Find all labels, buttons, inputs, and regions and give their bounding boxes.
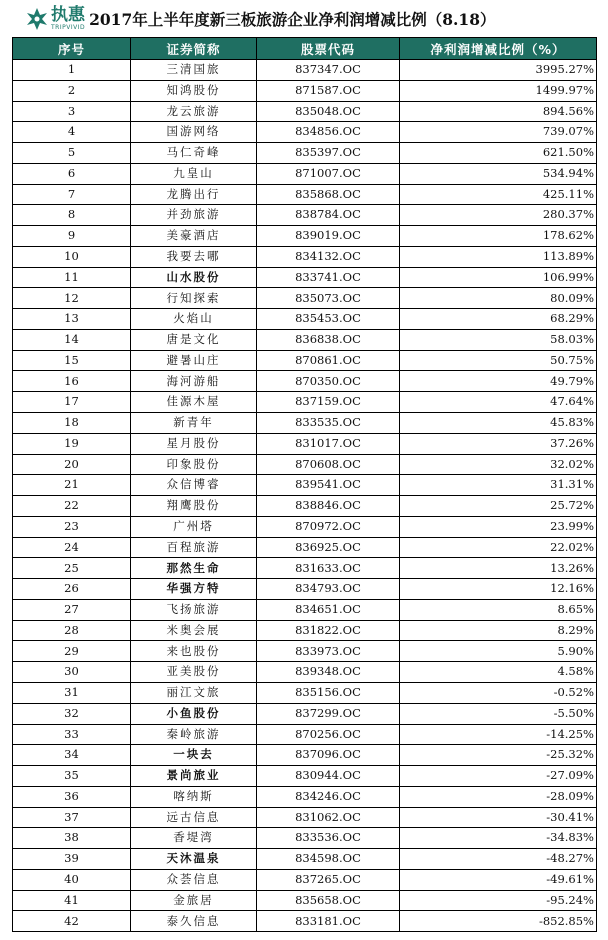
cell-code: 833535.OC — [257, 413, 400, 434]
table-row — [13, 890, 597, 911]
cell-name: 香堤湾 — [131, 828, 257, 849]
cell-ratio: -95.24% — [400, 890, 597, 911]
table-row — [13, 599, 597, 620]
cell-name: 华强方特 — [131, 579, 257, 600]
cell-seq: 28 — [13, 620, 131, 641]
cell-ratio: 8.29% — [400, 620, 597, 641]
cell-ratio: 8.65% — [400, 599, 597, 620]
cell-code: 835397.OC — [257, 143, 400, 164]
cell-seq: 35 — [13, 766, 131, 787]
cell-ratio: -852.85% — [400, 911, 597, 932]
cell-ratio: -48.27% — [400, 849, 597, 870]
cell-code: 871007.OC — [257, 163, 400, 184]
cell-ratio: 22.02% — [400, 537, 597, 558]
cell-ratio: 13.26% — [400, 558, 597, 579]
cell-name: 一块去 — [131, 745, 257, 766]
cell-seq: 14 — [13, 329, 131, 350]
cell-ratio: -30.41% — [400, 807, 597, 828]
cell-name: 并劲旅游 — [131, 205, 257, 226]
cell-seq: 2 — [13, 80, 131, 101]
cell-seq: 27 — [13, 599, 131, 620]
cell-ratio: 49.79% — [400, 371, 597, 392]
cell-code: 835453.OC — [257, 309, 400, 330]
cell-seq: 33 — [13, 724, 131, 745]
cell-name: 龙腾出行 — [131, 184, 257, 205]
cell-name: 行知探索 — [131, 288, 257, 309]
cell-code: 830944.OC — [257, 766, 400, 787]
cell-seq: 41 — [13, 890, 131, 911]
page-header — [0, 0, 608, 37]
cell-code: 839541.OC — [257, 475, 400, 496]
table-row — [13, 205, 597, 226]
cell-code: 870608.OC — [257, 454, 400, 475]
cell-seq: 40 — [13, 869, 131, 890]
table-row — [13, 766, 597, 787]
cell-code: 837299.OC — [257, 703, 400, 724]
cell-name: 广州塔 — [131, 516, 257, 537]
cell-seq: 9 — [13, 226, 131, 247]
cell-name: 龙云旅游 — [131, 101, 257, 122]
cell-code: 834246.OC — [257, 786, 400, 807]
table-row — [13, 143, 597, 164]
cell-seq: 22 — [13, 496, 131, 517]
cell-name: 景尚旅业 — [131, 766, 257, 787]
cell-code: 834856.OC — [257, 122, 400, 143]
table-row — [13, 122, 597, 143]
page-title: 2017年上半年度新三板旅游企业净利润增减比例（8.18） — [89, 9, 496, 29]
cell-ratio: 106.99% — [400, 267, 597, 288]
table-row — [13, 703, 597, 724]
cell-ratio: 5.90% — [400, 641, 597, 662]
cell-seq: 4 — [13, 122, 131, 143]
cell-ratio: 739.07% — [400, 122, 597, 143]
cell-ratio: 280.37% — [400, 205, 597, 226]
table-row — [13, 60, 597, 81]
cell-seq: 15 — [13, 350, 131, 371]
cell-code: 835073.OC — [257, 288, 400, 309]
cell-seq: 18 — [13, 413, 131, 434]
cell-code: 834793.OC — [257, 579, 400, 600]
table-row — [13, 682, 597, 703]
cell-seq: 16 — [13, 371, 131, 392]
cell-ratio: 113.89% — [400, 246, 597, 267]
logo-en-text: TRIPVIVID — [51, 23, 86, 31]
cell-ratio: 25.72% — [400, 496, 597, 517]
cell-seq: 7 — [13, 184, 131, 205]
cell-ratio: -34.83% — [400, 828, 597, 849]
table-row — [13, 807, 597, 828]
cell-ratio: 58.03% — [400, 329, 597, 350]
cell-ratio: 3995.27% — [400, 60, 597, 81]
cell-code: 870350.OC — [257, 371, 400, 392]
cell-name: 美豪酒店 — [131, 226, 257, 247]
table-row — [13, 288, 597, 309]
cell-code: 839348.OC — [257, 662, 400, 683]
cell-name: 泰久信息 — [131, 911, 257, 932]
cell-seq: 31 — [13, 682, 131, 703]
cell-code: 837159.OC — [257, 392, 400, 413]
cell-ratio: -14.25% — [400, 724, 597, 745]
cell-name: 新青年 — [131, 413, 257, 434]
table-row — [13, 267, 597, 288]
cell-name: 飞扬旅游 — [131, 599, 257, 620]
cell-ratio: 1499.97% — [400, 80, 597, 101]
cell-name: 避暑山庄 — [131, 350, 257, 371]
table-row — [13, 558, 597, 579]
cell-name: 丽江文旅 — [131, 682, 257, 703]
table-row — [13, 724, 597, 745]
cell-code: 834598.OC — [257, 849, 400, 870]
table-row — [13, 246, 597, 267]
cell-seq: 13 — [13, 309, 131, 330]
table-row — [13, 828, 597, 849]
cell-ratio: 32.02% — [400, 454, 597, 475]
cell-code: 833973.OC — [257, 641, 400, 662]
cell-name: 喀纳斯 — [131, 786, 257, 807]
cell-name: 山水股份 — [131, 267, 257, 288]
cell-code: 838784.OC — [257, 205, 400, 226]
cell-code: 833181.OC — [257, 911, 400, 932]
table-row — [13, 620, 597, 641]
cell-name: 米奥会展 — [131, 620, 257, 641]
table-row — [13, 371, 597, 392]
cell-code: 870972.OC — [257, 516, 400, 537]
cell-code: 835156.OC — [257, 682, 400, 703]
column-header-name: 证券简称 — [131, 38, 257, 60]
cell-code: 837347.OC — [257, 60, 400, 81]
table-row — [13, 163, 597, 184]
table-row — [13, 101, 597, 122]
cell-ratio: -0.52% — [400, 682, 597, 703]
cell-seq: 10 — [13, 246, 131, 267]
cell-code: 837096.OC — [257, 745, 400, 766]
table-row — [13, 392, 597, 413]
cell-seq: 39 — [13, 849, 131, 870]
table-row — [13, 745, 597, 766]
cell-seq: 34 — [13, 745, 131, 766]
cell-seq: 23 — [13, 516, 131, 537]
cell-code: 831017.OC — [257, 433, 400, 454]
cell-ratio: -28.09% — [400, 786, 597, 807]
table-row — [13, 786, 597, 807]
cell-code: 831822.OC — [257, 620, 400, 641]
table-row — [13, 849, 597, 870]
cell-name: 来也股份 — [131, 641, 257, 662]
table-row — [13, 350, 597, 371]
table-row — [13, 869, 597, 890]
cell-seq: 26 — [13, 579, 131, 600]
cell-code: 836838.OC — [257, 329, 400, 350]
cell-name: 佳源木屋 — [131, 392, 257, 413]
cell-code: 870861.OC — [257, 350, 400, 371]
cell-ratio: 31.31% — [400, 475, 597, 496]
cell-code: 837265.OC — [257, 869, 400, 890]
cell-name: 小鱼股份 — [131, 703, 257, 724]
cell-seq: 36 — [13, 786, 131, 807]
table-row — [13, 454, 597, 475]
cell-name: 印象股份 — [131, 454, 257, 475]
cell-ratio: -5.50% — [400, 703, 597, 724]
cell-name: 我要去哪 — [131, 246, 257, 267]
table-row — [13, 911, 597, 932]
cell-ratio: 68.29% — [400, 309, 597, 330]
cell-code: 831062.OC — [257, 807, 400, 828]
cell-ratio: 23.99% — [400, 516, 597, 537]
logo-leaf-icon — [26, 7, 48, 31]
cell-seq: 20 — [13, 454, 131, 475]
cell-seq: 5 — [13, 143, 131, 164]
cell-name: 马仁奇峰 — [131, 143, 257, 164]
cell-name: 百程旅游 — [131, 537, 257, 558]
cell-name: 天沐温泉 — [131, 849, 257, 870]
cell-seq: 29 — [13, 641, 131, 662]
cell-ratio: 50.75% — [400, 350, 597, 371]
cell-code: 831633.OC — [257, 558, 400, 579]
table-row — [13, 662, 597, 683]
cell-name: 秦岭旅游 — [131, 724, 257, 745]
cell-ratio: 47.64% — [400, 392, 597, 413]
cell-code: 839019.OC — [257, 226, 400, 247]
cell-name: 众信博睿 — [131, 475, 257, 496]
column-header-ratio: 净利润增减比例（%） — [400, 38, 597, 60]
cell-name: 国游网络 — [131, 122, 257, 143]
cell-code: 836925.OC — [257, 537, 400, 558]
cell-name: 远古信息 — [131, 807, 257, 828]
cell-ratio: 4.58% — [400, 662, 597, 683]
table-row — [13, 537, 597, 558]
cell-name: 唐是文化 — [131, 329, 257, 350]
cell-ratio: 621.50% — [400, 143, 597, 164]
table-row — [13, 413, 597, 434]
cell-name: 火焰山 — [131, 309, 257, 330]
table-row — [13, 433, 597, 454]
cell-ratio: 178.62% — [400, 226, 597, 247]
cell-seq: 25 — [13, 558, 131, 579]
table-header-row — [13, 38, 597, 60]
logo-cn-text: 执惠 — [51, 4, 85, 25]
cell-seq: 37 — [13, 807, 131, 828]
cell-code: 833741.OC — [257, 267, 400, 288]
cell-seq: 3 — [13, 101, 131, 122]
cell-code: 834651.OC — [257, 599, 400, 620]
table-row — [13, 641, 597, 662]
cell-code: 835658.OC — [257, 890, 400, 911]
cell-name: 知鸿股份 — [131, 80, 257, 101]
cell-seq: 24 — [13, 537, 131, 558]
column-header-code: 股票代码 — [257, 38, 400, 60]
cell-seq: 30 — [13, 662, 131, 683]
cell-ratio: 12.16% — [400, 579, 597, 600]
brand-logo — [26, 4, 86, 31]
cell-ratio: -25.32% — [400, 745, 597, 766]
table-row — [13, 516, 597, 537]
cell-name: 翔鹰股份 — [131, 496, 257, 517]
cell-name: 星月股份 — [131, 433, 257, 454]
cell-seq: 38 — [13, 828, 131, 849]
cell-seq: 21 — [13, 475, 131, 496]
cell-name: 海河游船 — [131, 371, 257, 392]
cell-code: 835868.OC — [257, 184, 400, 205]
profit-change-table — [12, 37, 597, 932]
table-row — [13, 184, 597, 205]
cell-seq: 42 — [13, 911, 131, 932]
cell-name: 金旅居 — [131, 890, 257, 911]
cell-seq: 1 — [13, 60, 131, 81]
cell-ratio: 894.56% — [400, 101, 597, 122]
cell-code: 834132.OC — [257, 246, 400, 267]
cell-ratio: -49.61% — [400, 869, 597, 890]
table-row — [13, 496, 597, 517]
cell-code: 870256.OC — [257, 724, 400, 745]
cell-ratio: 80.09% — [400, 288, 597, 309]
table-row — [13, 329, 597, 350]
table-row — [13, 309, 597, 330]
table-row — [13, 579, 597, 600]
cell-seq: 17 — [13, 392, 131, 413]
cell-seq: 19 — [13, 433, 131, 454]
cell-code: 833536.OC — [257, 828, 400, 849]
table-row — [13, 226, 597, 247]
cell-name: 九皇山 — [131, 163, 257, 184]
table-row — [13, 80, 597, 101]
cell-seq: 6 — [13, 163, 131, 184]
table-row — [13, 475, 597, 496]
cell-code: 835048.OC — [257, 101, 400, 122]
cell-ratio: -27.09% — [400, 766, 597, 787]
cell-ratio: 45.83% — [400, 413, 597, 434]
cell-name: 那然生命 — [131, 558, 257, 579]
cell-name: 亚美股份 — [131, 662, 257, 683]
cell-seq: 8 — [13, 205, 131, 226]
cell-name: 众荟信息 — [131, 869, 257, 890]
cell-seq: 11 — [13, 267, 131, 288]
column-header-seq: 序号 — [13, 38, 131, 60]
cell-code: 838846.OC — [257, 496, 400, 517]
cell-seq: 32 — [13, 703, 131, 724]
cell-ratio: 534.94% — [400, 163, 597, 184]
cell-seq: 12 — [13, 288, 131, 309]
cell-ratio: 425.11% — [400, 184, 597, 205]
cell-code: 871587.OC — [257, 80, 400, 101]
cell-name: 三清国旅 — [131, 60, 257, 81]
cell-ratio: 37.26% — [400, 433, 597, 454]
